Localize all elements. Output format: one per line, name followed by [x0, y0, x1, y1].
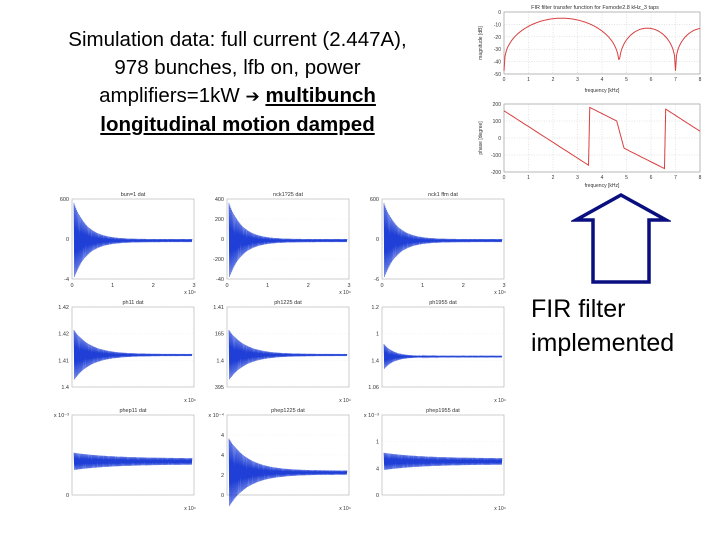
- panel-7: [54, 408, 196, 512]
- fir-phase-ytick: 200: [492, 102, 501, 108]
- title-line-1: Simulation data: full current (2.447A),: [68, 28, 407, 51]
- panel-ytick: 4: [220, 453, 224, 459]
- panel-ytick: 0: [375, 237, 379, 243]
- panel-xtick: 0: [70, 283, 74, 289]
- fir-phase-xtick: 2: [551, 175, 555, 181]
- panel-xscale: x 10⁴: [494, 398, 506, 404]
- panel-ytick: 600: [369, 197, 379, 203]
- simulation-panels: [52, 185, 522, 530]
- up-arrow-icon: [571, 190, 671, 285]
- fir-filter-figure: [470, 0, 710, 190]
- panel-xtick: 3: [502, 283, 506, 289]
- panel-ytick: -200: [212, 257, 224, 263]
- panel-ytick: 4: [375, 466, 379, 473]
- panel-ytick: -40: [216, 277, 224, 283]
- fir-magnitude-xtick: 7: [674, 77, 677, 83]
- panel-xtick: 2: [461, 283, 465, 289]
- fir-phase-ylabel: phase [degree]: [478, 121, 484, 155]
- panel-title: nck1 ffm dat: [428, 192, 458, 198]
- panel-title: nck1?25 dat: [273, 192, 303, 198]
- panel-ytick: 1.41: [213, 305, 224, 311]
- panel-ytick: 200: [214, 217, 224, 223]
- panel-xtick: 1: [421, 283, 425, 289]
- panel-xscale: x 10⁴: [339, 506, 351, 512]
- panel-title: ph1955 dat: [429, 300, 457, 306]
- panel-ytick: 1: [375, 331, 379, 338]
- title-emphasis-1: multibunch: [265, 84, 376, 107]
- title-line-3: [20, 82, 455, 111]
- panel-ytick: -6: [374, 277, 379, 283]
- fir-phase-xtick: 6: [649, 175, 653, 181]
- panel-ytick: 1.4: [371, 358, 379, 365]
- fir-phase-ytick: 0: [498, 136, 501, 142]
- fir-magnitude-xtick: 0: [502, 77, 506, 83]
- panel-xscale: x 10⁴: [184, 398, 196, 404]
- panel-xscale: x 10⁴: [339, 398, 351, 404]
- fir-magnitude-xlabel: frequency [kHz]: [584, 88, 620, 94]
- panel-8: [208, 408, 350, 512]
- panel-ytick: 0: [65, 237, 69, 243]
- fir-phase-xtick: 0: [502, 175, 506, 181]
- panel-ytick: 395: [214, 385, 224, 391]
- fir-magnitude-ytick: -20: [493, 34, 501, 41]
- panel-ytick: 1.42: [58, 331, 69, 338]
- fir-phase-xtick: 3: [576, 175, 579, 181]
- fir-phase-plot: [478, 102, 702, 189]
- fir-magnitude-xtick: 3: [576, 77, 579, 83]
- panel-xtick: 1: [111, 283, 115, 289]
- panel-ytick: x 10⁻³: [363, 413, 379, 419]
- panel-title: phep1955 dat: [426, 408, 460, 414]
- panel-ytick: x 10⁻⁴: [208, 413, 224, 419]
- fir-phase-ytick: 100: [492, 119, 501, 125]
- panel-ytick: 600: [59, 197, 69, 203]
- fir-phase-ytick: -100: [490, 153, 501, 159]
- panel-ytick: 0: [220, 237, 224, 243]
- fir-phase-xtick: 8: [698, 175, 702, 181]
- panel-xscale: x 10⁴: [494, 506, 506, 512]
- fir-magnitude-xtick: 1: [527, 77, 530, 83]
- panel-3: [370, 192, 506, 296]
- title-line-3-text: amplifiers=1kW: [99, 84, 240, 107]
- title-line-4: longitudinal motion damped: [100, 113, 375, 136]
- panel-title: ph1225 dat: [274, 300, 302, 306]
- caption-line-2: implemented: [531, 329, 675, 357]
- fir-phase-ytick: -200: [490, 170, 501, 176]
- panel-5: [213, 300, 351, 404]
- panel-ytick: 1.4: [61, 385, 69, 391]
- panel-xtick: 1: [266, 283, 270, 289]
- fir-phase-xlabel: frequency [kHz]: [584, 183, 620, 189]
- panel-title: phep1225 dat: [271, 408, 305, 414]
- panel-ytick: 0: [220, 493, 224, 499]
- panel-xscale: x 10⁴: [494, 290, 506, 296]
- panel-ytick: 4: [220, 433, 224, 439]
- panel-ytick: 1.42: [58, 305, 69, 311]
- panel-1: [60, 192, 196, 296]
- fir-phase-xtick: 1: [527, 175, 530, 181]
- panel-ytick: 1.41: [58, 358, 69, 365]
- panel-xscale: x 10⁴: [339, 290, 351, 296]
- panel-title: bun=1 dat: [120, 192, 146, 198]
- right-arrow-icon: ➔: [245, 87, 260, 107]
- panel-frame: [382, 307, 504, 387]
- panel-ytick: -4: [64, 277, 69, 283]
- title-line-2: 978 bunches, lfb on, power: [114, 56, 361, 79]
- panel-ytick: 1.4: [216, 358, 224, 365]
- fir-magnitude-xtick: 6: [649, 77, 653, 83]
- fir-magnitude-xtick: 8: [698, 77, 702, 83]
- panel-6: [368, 300, 506, 404]
- panel-title: ph11 dat: [122, 300, 144, 306]
- panel-xtick: 2: [306, 283, 310, 289]
- fir-phase-xtick: 4: [600, 175, 604, 181]
- panel-xscale: x 10⁴: [184, 290, 196, 296]
- slide-title: [20, 26, 455, 139]
- fir-phase-xtick: 7: [674, 175, 677, 181]
- fir-magnitude-ytick: -50: [493, 72, 501, 78]
- fir-magnitude-ytick: -40: [493, 59, 501, 66]
- panel-ytick: 1.06: [368, 385, 379, 391]
- fir-magnitude-xtick: 5: [625, 77, 628, 83]
- panel-ytick: 165: [214, 331, 224, 338]
- fir-magnitude-ytick: 0: [498, 10, 501, 16]
- panel-9: [364, 408, 506, 512]
- fir-magnitude-ylabel: magnitude [dB]: [478, 26, 484, 60]
- panel-ytick: 2: [220, 473, 224, 479]
- panel-title: phep11 dat: [119, 408, 147, 414]
- caption-line-1: FIR filter: [531, 295, 626, 323]
- fir-figure-title: FIR filter transfer function for Fsmode2.8 kHz_3 taps: [531, 5, 659, 11]
- panel-ytick: 1.2: [371, 305, 379, 311]
- panel-xtick: 0: [380, 283, 384, 289]
- panel-xtick: 3: [192, 283, 196, 289]
- panel-xtick: 3: [347, 283, 351, 289]
- fir-caption: [531, 292, 674, 360]
- fir-phase-xtick: 5: [625, 175, 628, 181]
- panel-ytick: 400: [214, 197, 224, 203]
- fir-magnitude-plot: [478, 10, 702, 94]
- panel-2: [213, 192, 351, 296]
- panel-xtick: 2: [151, 283, 155, 289]
- panel-4: [58, 300, 196, 404]
- panel-ytick: 1: [375, 439, 379, 446]
- panel-xtick: 0: [225, 283, 229, 289]
- fir-magnitude-ytick: -30: [493, 47, 501, 54]
- fir-magnitude-xtick: 2: [551, 77, 555, 83]
- panel-ytick: x 10⁻³: [53, 413, 69, 419]
- fir-magnitude-xtick: 4: [600, 77, 604, 83]
- panel-ytick: 0: [65, 493, 69, 499]
- fir-magnitude-ytick: -10: [493, 22, 501, 29]
- panel-xscale: x 10⁴: [184, 506, 196, 512]
- panel-ytick: 0: [375, 493, 379, 499]
